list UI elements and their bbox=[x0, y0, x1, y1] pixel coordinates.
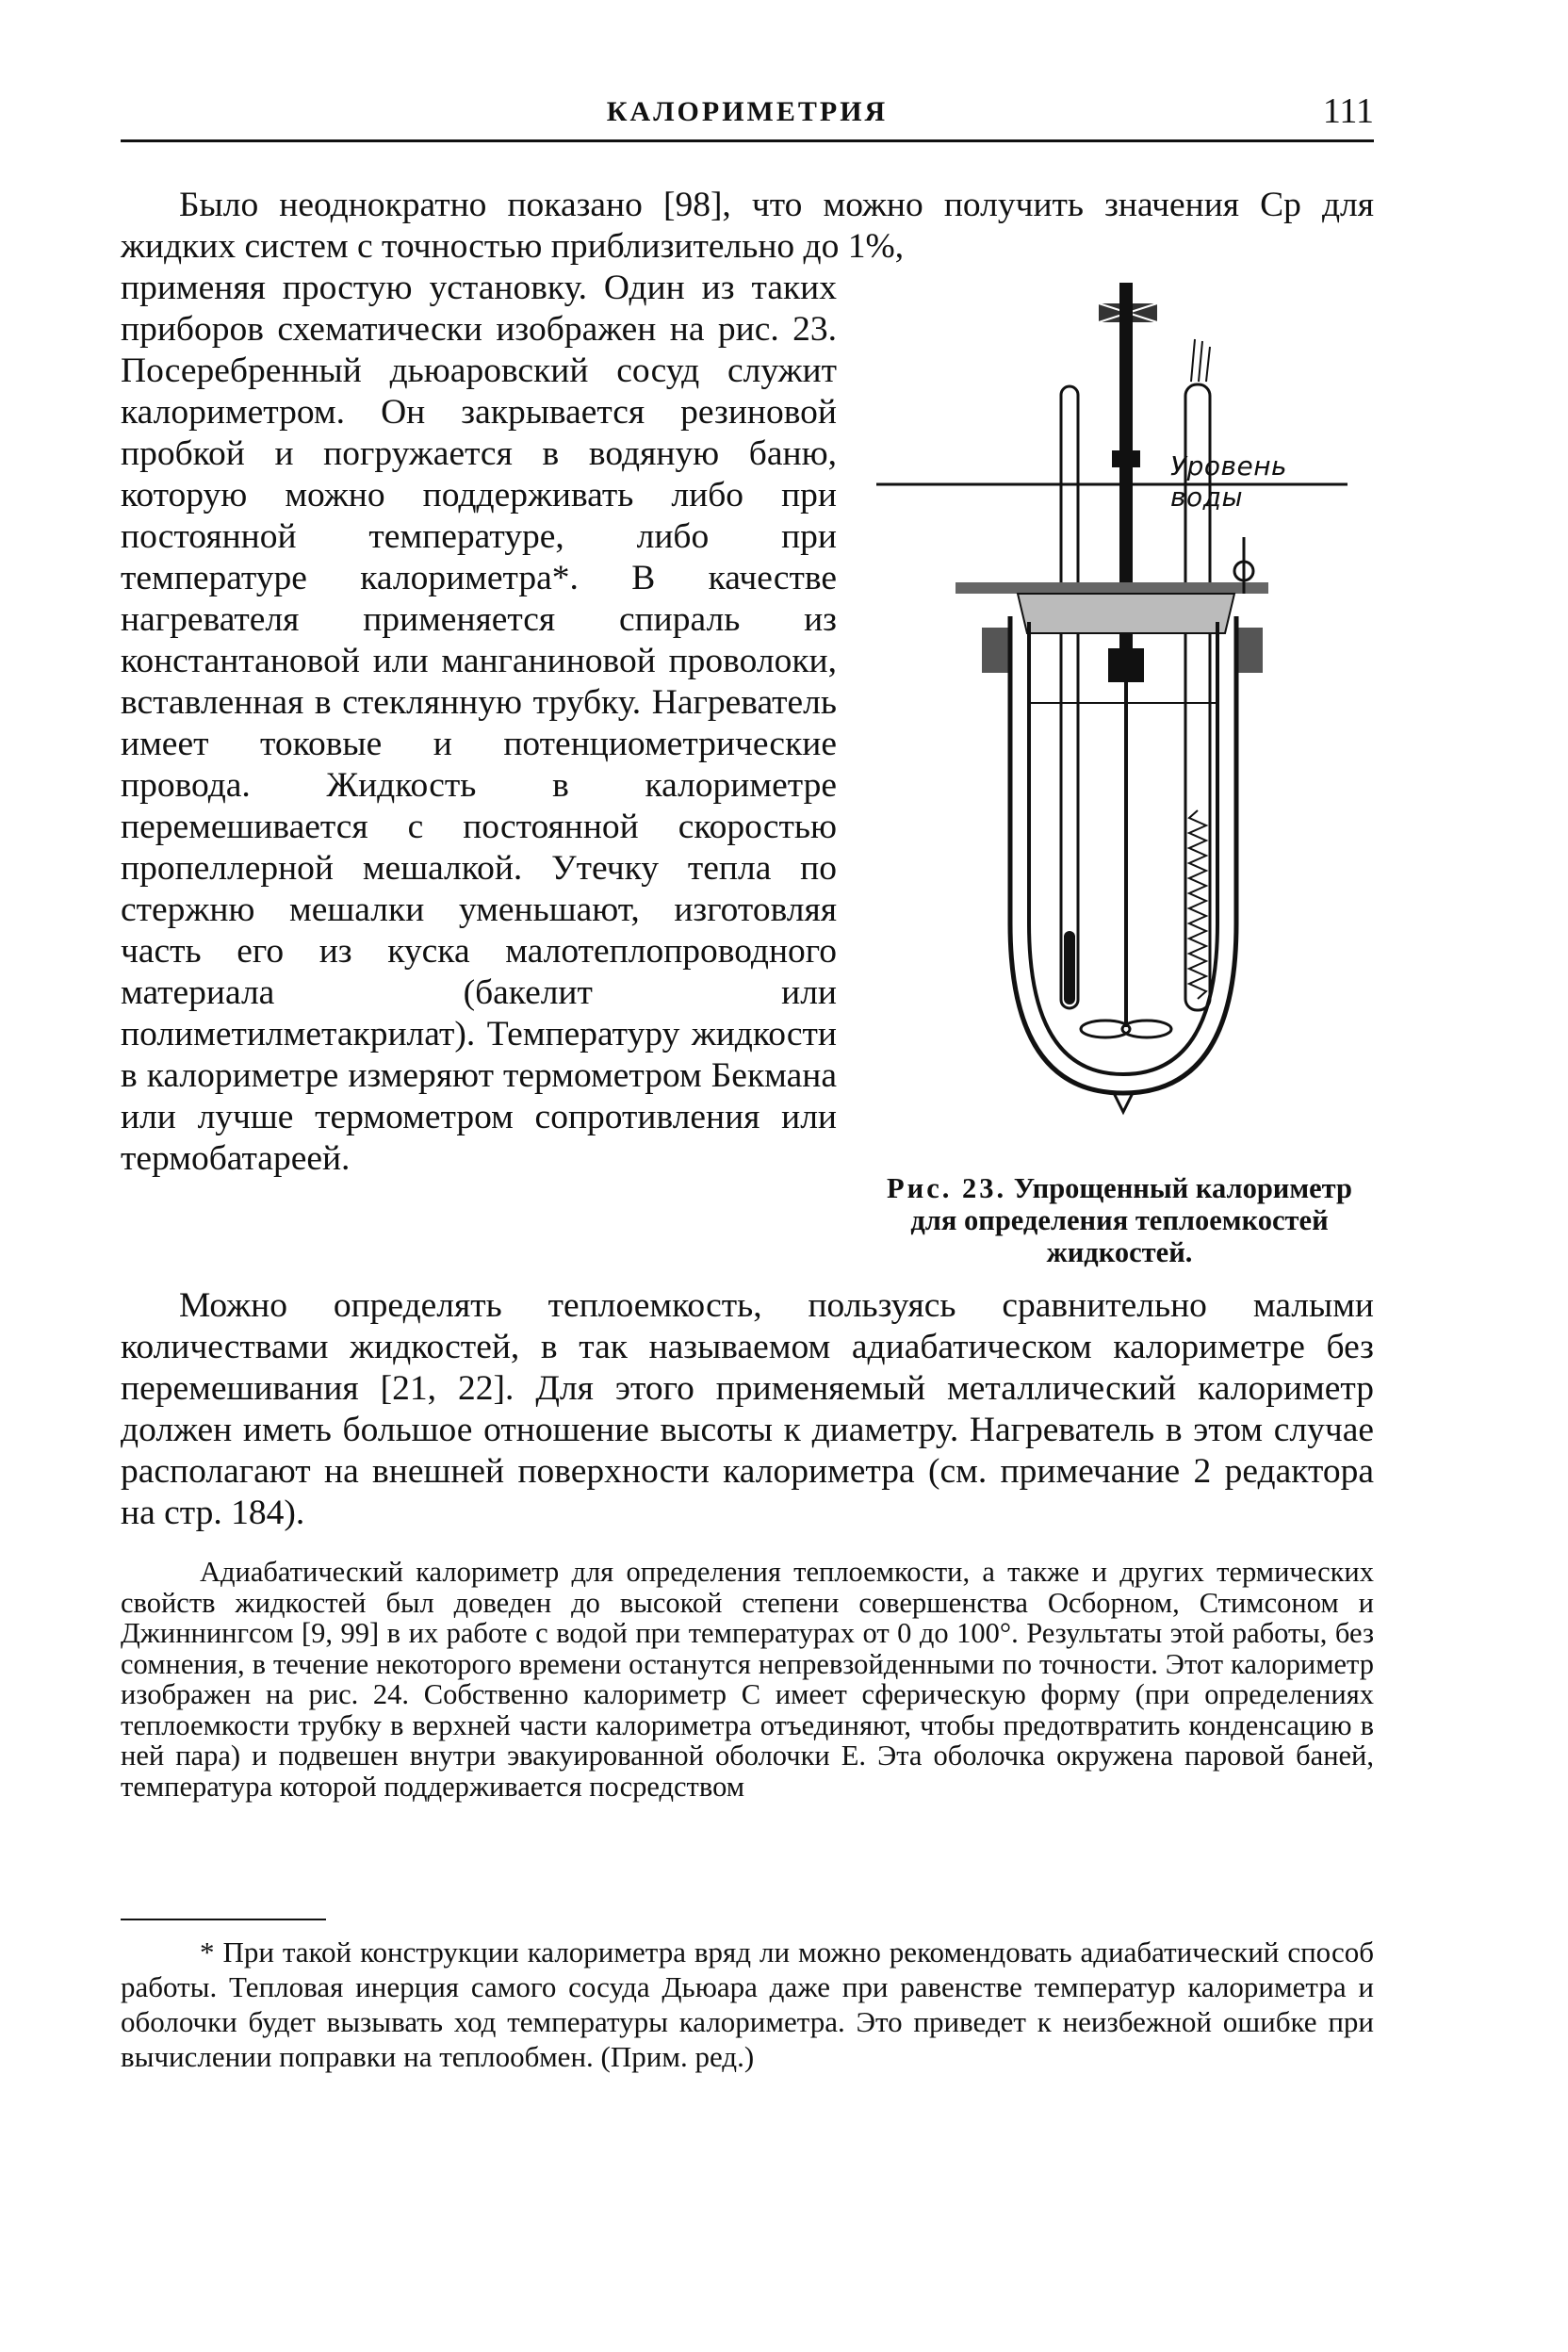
figure-calorimeter bbox=[876, 283, 1366, 1187]
paragraph-adiabatic-detail: Адиабатический калориметр для определения теплоемкости, а также и других термических свойств жидкостей был доведен до высокой степени совершенства Осборном, Стимсоном и Джиннингсом [9, 99] в их работе с водой при температурах от 0 до 100°. Результаты этой работы, без сомнения, в течение некоторого времени останутся непревзойденными по точности. Этот калориметр изображен на рис. 24. Собственно калориметр C имеет сферическую форму (при определениях теплоемкости трубку в верхней части калориметра отъединяют, чтобы предотвратить конденсацию в ней пара) и подвешен внутри эвакуированной оболочки E. Эта оболочка окружена паровой баней, температура которой поддерживается посредством bbox=[121, 1556, 1374, 1803]
figure-caption-text: Упрощенный калориметр для определения теплоемкостей жидкостей. bbox=[910, 1172, 1353, 1268]
paragraph-intro-first-line: Было неоднократно показано [98], что можно получить значения Cp для жидких систем с точностью приблизительно до 1%, bbox=[121, 186, 1374, 266]
paragraph-adiabatic-intro: Можно определять теплоемкость, пользуясь сравнительно малыми количествами жидкостей, в так называемом адиабатическом калориметре без перемешивания [21, 22]. Для этого применяемый металлический калориметр должен иметь большое отношение высоты к диаметру. Нагреватель в этом случае располагают на внешней поверхности калориметра (см. примечание 2 редактора на стр. 184). bbox=[121, 1286, 1374, 1532]
figure-caption-label: Рис. 23. bbox=[886, 1172, 1007, 1204]
page-header bbox=[121, 91, 1374, 142]
water-level-label: Уровень воды bbox=[1170, 450, 1288, 513]
figure-caption bbox=[865, 1172, 1374, 1268]
page-number: 111 bbox=[1322, 91, 1374, 131]
running-title: КАЛОРИМЕТРИЯ bbox=[606, 96, 889, 127]
calorimeter-diagram bbox=[876, 283, 1366, 1187]
footnote-divider bbox=[121, 1919, 326, 1920]
paragraph-intro-body: применяя простую установку. Один из таких приборов схематически изображен на рис. 23. Посеребренный дьюаровский сосуд служит калориметром. Он закрывается резиновой пробкой и погружается в водяную баню, которую можно поддерживать либо при постоянной температуре, либо при температуре калориметра*. В качестве нагревателя применяется спираль из константановой или манганиновой проволоки, вставленная в стеклянную трубку. Нагреватель имеет токовые и потенциометрические провода. Жидкость в калориметре перемешивается с постоянной скоростью пропеллерной мешалкой. Утечку тепла по стержню мешалки уменьшают, изготовляя часть его из куска малотеплопроводного материала (бакелит или полиметилметакрилат). Температуру жидкости в калориметре измеряют термометром Бекмана или лучше термометром сопротивления или термобатареей. bbox=[121, 269, 837, 1178]
footnote: * При такой конструкции калориметра вряд ли можно рекомендовать адиабатический способ работы. Тепловая инерция самого сосуда Дьюара даже при равенстве температур калориметра и оболочки будет вызывать ход температуры калориметра. Это приведет к неизбежной ошибке при вычислении поправки на теплообмен. (Прим. ред.) bbox=[121, 1936, 1374, 2073]
